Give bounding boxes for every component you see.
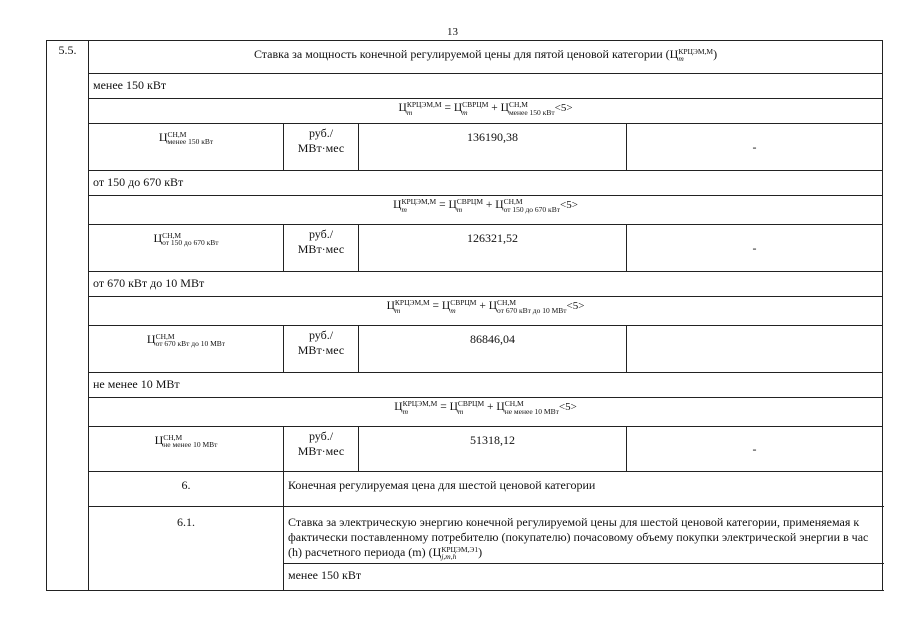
section-number-6-1: 6.1. <box>89 507 284 591</box>
value-row <box>47 225 883 272</box>
unit-cell: руб./ МВт·мес <box>284 124 359 171</box>
section-number-6: 6. <box>89 472 284 507</box>
section-6-1-title: Ставка за электрическую энергию конечной регулируемой цены для шестой ценовой категории, применяемая к фактически поставленному потребителю (покупателю) почасовому объему покупки электрической энергии в час (h) расчетного периода (m) (Ц КРЦЭМ,Э1 j,m,h ) <box>284 507 883 564</box>
unit-cell: руб./ МВт·мес <box>284 326 359 373</box>
range-label: не менее 10 МВт <box>89 373 883 398</box>
formula-row <box>47 196 883 225</box>
range-label: от 670 кВт до 10 МВт <box>89 272 883 297</box>
range-label: менее 150 кВт <box>89 74 883 99</box>
section-6-row <box>47 472 883 507</box>
formula: Ц КРЦЭМ,М m = Ц СВРЦМ m + Ц СН,М от 670 кВт до 10 МВт <5> <box>89 297 883 326</box>
section-6-1-row <box>47 507 883 564</box>
tariff-value: 126321,52 <box>359 225 627 272</box>
unit-cell: руб./ МВт·мес <box>284 225 359 272</box>
formula-row <box>47 99 883 124</box>
value-row <box>47 124 883 171</box>
section-5-5-header-row <box>47 41 883 74</box>
formula-row <box>47 398 883 427</box>
section-6-title: Конечная регулируемая цена для шестой ценовой категории <box>284 472 883 507</box>
tariff-value: 51318,12 <box>359 427 627 472</box>
other-value: - <box>627 427 883 472</box>
range-row <box>47 171 883 196</box>
other-value <box>627 326 883 373</box>
other-value: - <box>627 225 883 272</box>
section-5-5-title: Ставка за мощность конечной регулируемой цены для пятой ценовой категории (Ц КРЦЭМ,М m ) <box>89 41 883 74</box>
formula: Ц КРЦЭМ,М m = Ц СВРЦМ m + Ц СН,М менее 150 кВт <5> <box>89 99 883 124</box>
tariff-value: 86846,04 <box>359 326 627 373</box>
unit-cell: руб./ МВт·мес <box>284 427 359 472</box>
value-row <box>47 326 883 373</box>
tariff-table <box>46 40 883 591</box>
range-label: от 150 до 670 кВт <box>89 171 883 196</box>
formula: Ц КРЦЭМ,М m = Ц СВРЦМ m + Ц СН,М не менее 10 МВт <5> <box>89 398 883 427</box>
tariff-symbol: Ц СН,М от 670 кВт до 10 МВт <box>89 326 284 373</box>
tariff-symbol: Ц СН,М от 150 до 670 кВт <box>89 225 284 272</box>
tariff-symbol: Ц СН,М не менее 10 МВт <box>89 427 284 472</box>
other-value: - <box>627 124 883 171</box>
formula: Ц КРЦЭМ,М m = Ц СВРЦМ m + Ц СН,М от 150 до 670 кВт <5> <box>89 196 883 225</box>
range-row <box>47 272 883 297</box>
section-number-5-5: 5.5. <box>47 41 89 591</box>
value-row <box>47 427 883 472</box>
range-row <box>47 373 883 398</box>
formula-row <box>47 297 883 326</box>
range-row <box>47 74 883 99</box>
page-number: 13 <box>447 26 458 38</box>
tariff-symbol: Ц СН,М менее 150 кВт <box>89 124 284 171</box>
range-label: менее 150 кВт <box>284 563 883 590</box>
tariff-value: 136190,38 <box>359 124 627 171</box>
